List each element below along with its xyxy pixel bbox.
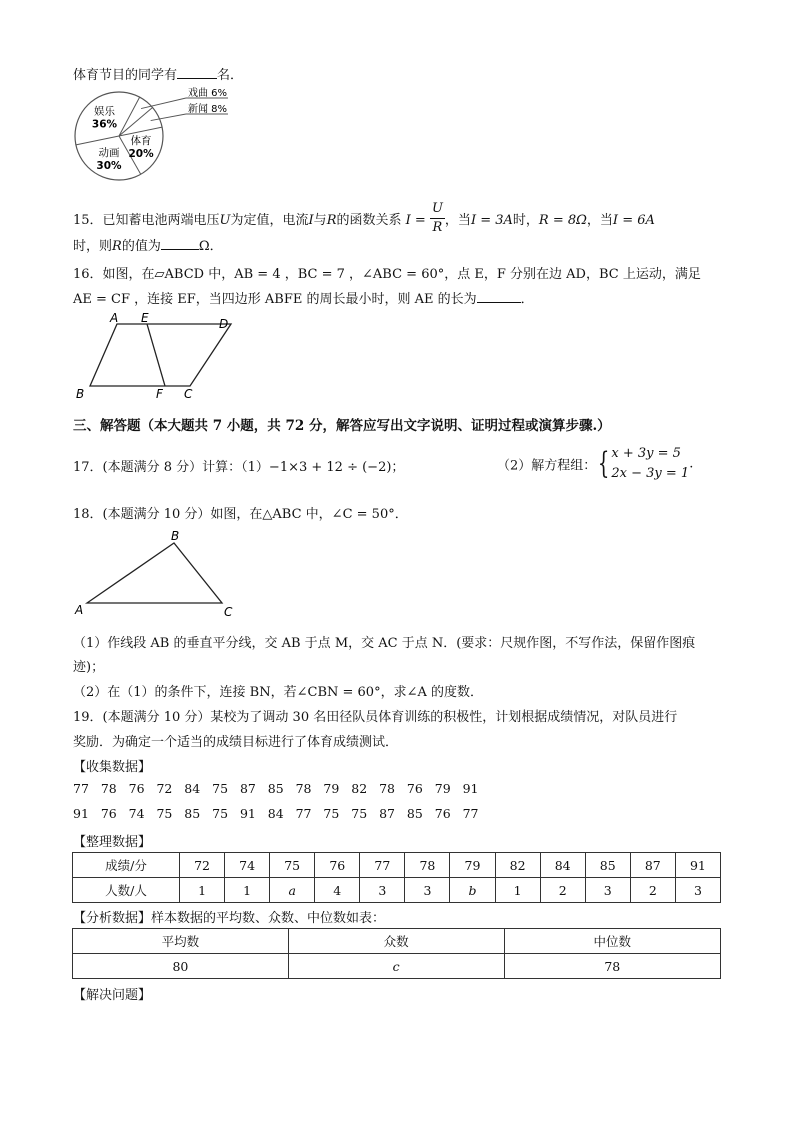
pie-chart bbox=[70, 86, 230, 188]
label-e: E bbox=[141, 312, 149, 325]
q15-text: 与 bbox=[313, 213, 327, 228]
count-cell: 4 bbox=[315, 878, 360, 903]
count-cell: 3 bbox=[405, 878, 450, 903]
triangle-figure bbox=[72, 530, 242, 622]
table-row bbox=[73, 853, 721, 878]
stats-table bbox=[72, 928, 721, 979]
value-cell: c bbox=[288, 954, 504, 979]
q15-text: 的值为 bbox=[121, 239, 161, 254]
score-cell: 77 bbox=[360, 853, 405, 878]
label-a: A bbox=[75, 603, 84, 617]
section-title: 三、解答题（本大题共 7 小题，共 72 分，解答应写出文字说明、证明过程或演算步骤.） bbox=[73, 418, 611, 434]
value-cell: 78 bbox=[504, 954, 720, 979]
q14-tail bbox=[73, 64, 243, 83]
pie-label: 戏曲 6% bbox=[188, 88, 228, 99]
q17-text: （2）解方程组： bbox=[497, 458, 597, 474]
q16-text: ． bbox=[520, 292, 534, 307]
score-cell: 91 bbox=[675, 853, 720, 878]
score-cell: 85 bbox=[585, 853, 630, 878]
score-cell: 82 bbox=[495, 853, 540, 878]
equation-1: x + 3y = 5 bbox=[611, 446, 681, 461]
count-cell: 2 bbox=[630, 878, 675, 903]
pie-value: 30% bbox=[96, 160, 122, 173]
q15-cond: I = 3A bbox=[470, 213, 513, 228]
row-header: 成绩/分 bbox=[73, 853, 180, 878]
score-cell: 87 bbox=[630, 853, 675, 878]
fraction-denominator: R bbox=[432, 220, 443, 235]
q16-line2 bbox=[73, 288, 534, 307]
row-header: 人数/人 bbox=[73, 878, 180, 903]
count-cell: 3 bbox=[360, 878, 405, 903]
q15-text: 为定值，电流 bbox=[230, 213, 309, 228]
analyze-title: 【分析数据】样本数据的平均数、众数、中位数如表： bbox=[73, 911, 386, 926]
q15-cond: R = 8Ω bbox=[538, 213, 587, 228]
header-cell: 平均数 bbox=[73, 929, 289, 954]
count-cell: 2 bbox=[540, 878, 585, 903]
q15-formula-lhs: I = bbox=[405, 213, 426, 228]
q15-var-i: I bbox=[308, 213, 314, 228]
score-cell: 75 bbox=[270, 853, 315, 878]
q15-var-r: R bbox=[112, 239, 122, 254]
q17-part1: 17．(本题满分 8 分）计算：（1）−1×3 + 12 ÷ (−2)； bbox=[73, 460, 405, 475]
q15-text: ，当 bbox=[444, 213, 471, 228]
q14-text-before: 体育节目的同学有 bbox=[73, 68, 178, 83]
answer-blank bbox=[477, 290, 521, 303]
equation-system bbox=[611, 444, 689, 484]
pie-value: 36% bbox=[91, 118, 118, 131]
organize-title: 【整理数据】 bbox=[73, 835, 152, 850]
q17-text: . bbox=[689, 456, 694, 472]
table-row bbox=[73, 878, 721, 903]
label-c: C bbox=[224, 605, 233, 619]
q16-line1: 16．如图，在▱ABCD 中，AB = 4 ，BC = 7 ，∠ABC = 60°，点 E，F 分别在边 AD，BC 上运动，满足 bbox=[73, 267, 701, 282]
label-c: C bbox=[184, 387, 193, 401]
label-b: B bbox=[171, 530, 180, 543]
answer-blank bbox=[177, 66, 217, 79]
q18-line: 18．(本题满分 10 分）如图，在△ABC 中，∠C = 50°． bbox=[73, 507, 408, 522]
q15-var-u: U bbox=[219, 213, 231, 228]
count-cell: 3 bbox=[675, 878, 720, 903]
system-brace: { bbox=[598, 446, 610, 481]
q15-text: 的函数关系 bbox=[336, 213, 402, 228]
q15-fraction bbox=[430, 200, 445, 237]
q15-cond: I = 6A bbox=[612, 213, 655, 228]
score-cell: 79 bbox=[450, 853, 495, 878]
parallelogram-abcd bbox=[90, 324, 231, 386]
parallelogram-figure bbox=[74, 312, 244, 404]
table-row bbox=[73, 929, 721, 954]
label-b: B bbox=[76, 387, 85, 401]
collect-title: 【收集数据】 bbox=[73, 760, 152, 775]
score-cell: 72 bbox=[180, 853, 225, 878]
count-cell: a bbox=[270, 878, 315, 903]
count-cell: b bbox=[450, 878, 495, 903]
count-cell: 3 bbox=[585, 878, 630, 903]
pie-value: 20% bbox=[128, 147, 154, 160]
table-row bbox=[73, 954, 721, 979]
count-cell: 1 bbox=[180, 878, 225, 903]
q16-text: AE = CF ，连接 EF，当四边形 ABFE 的周长最小时，则 AE 的长为 bbox=[73, 292, 477, 307]
pie-label: 体育 bbox=[130, 134, 152, 147]
q15-text: ，当 bbox=[586, 213, 613, 228]
count-cell: 1 bbox=[225, 878, 270, 903]
q18-sub1-cont: 迹)； bbox=[73, 660, 105, 675]
q15-line1 bbox=[73, 202, 655, 239]
answer-blank bbox=[161, 237, 199, 250]
q15-text: Ω． bbox=[198, 239, 223, 254]
label-f: F bbox=[156, 387, 163, 401]
score-cell: 78 bbox=[405, 853, 450, 878]
equation-2: 2x − 3y = 1 bbox=[611, 466, 690, 481]
label-d: D bbox=[219, 317, 229, 331]
score-cell: 84 bbox=[540, 853, 585, 878]
solve-title: 【解决问题】 bbox=[73, 988, 152, 1003]
triangle-abc bbox=[87, 543, 222, 603]
data-row-2: 91 76 74 75 85 75 91 84 77 75 75 87 85 76 77 bbox=[73, 806, 479, 821]
pie-label: 动画 bbox=[98, 147, 120, 160]
pie-label: 娱乐 bbox=[94, 105, 116, 118]
count-cell: 1 bbox=[495, 878, 540, 903]
q15-line2 bbox=[73, 235, 223, 254]
pie-label: 新闻 8% bbox=[188, 104, 228, 115]
header-cell: 中位数 bbox=[504, 929, 720, 954]
value-cell: 80 bbox=[73, 954, 289, 979]
score-table bbox=[72, 852, 721, 903]
q17-part2 bbox=[497, 444, 693, 484]
fraction-numerator: U bbox=[430, 200, 445, 219]
header-cell: 众数 bbox=[288, 929, 504, 954]
segment-ef bbox=[147, 324, 165, 386]
q15-text: 时，则 bbox=[73, 239, 113, 254]
score-cell: 74 bbox=[225, 853, 270, 878]
q19-line1: 19．(本题满分 10 分）某校为了调动 30 名田径队员体育训练的积极性，计划根据成绩情况，对队员进行 bbox=[73, 710, 678, 725]
q18-sub2: （2）在（1）的条件下，连接 BN，若∠CBN = 60°，求∠A 的度数． bbox=[73, 685, 483, 700]
q19-line2: 奖励．为确定一个适当的成绩目标进行了体育成绩测试． bbox=[73, 735, 399, 750]
q15-text: 15．已知蓄电池两端电压 bbox=[73, 213, 220, 228]
score-cell: 76 bbox=[315, 853, 360, 878]
q14-text-after: 名． bbox=[217, 68, 244, 83]
q15-text: 时， bbox=[512, 213, 539, 228]
data-row-1: 77 78 76 72 84 75 87 85 78 79 82 78 76 79 91 bbox=[73, 781, 479, 796]
q18-sub1: （1）作线段 AB 的垂直平分线，交 AB 于点 M，交 AC 于点 N．(要求：尺规作图，不写作法，保留作图痕 bbox=[73, 636, 696, 651]
q15-var-r: R bbox=[326, 213, 337, 228]
label-a: A bbox=[110, 312, 119, 325]
